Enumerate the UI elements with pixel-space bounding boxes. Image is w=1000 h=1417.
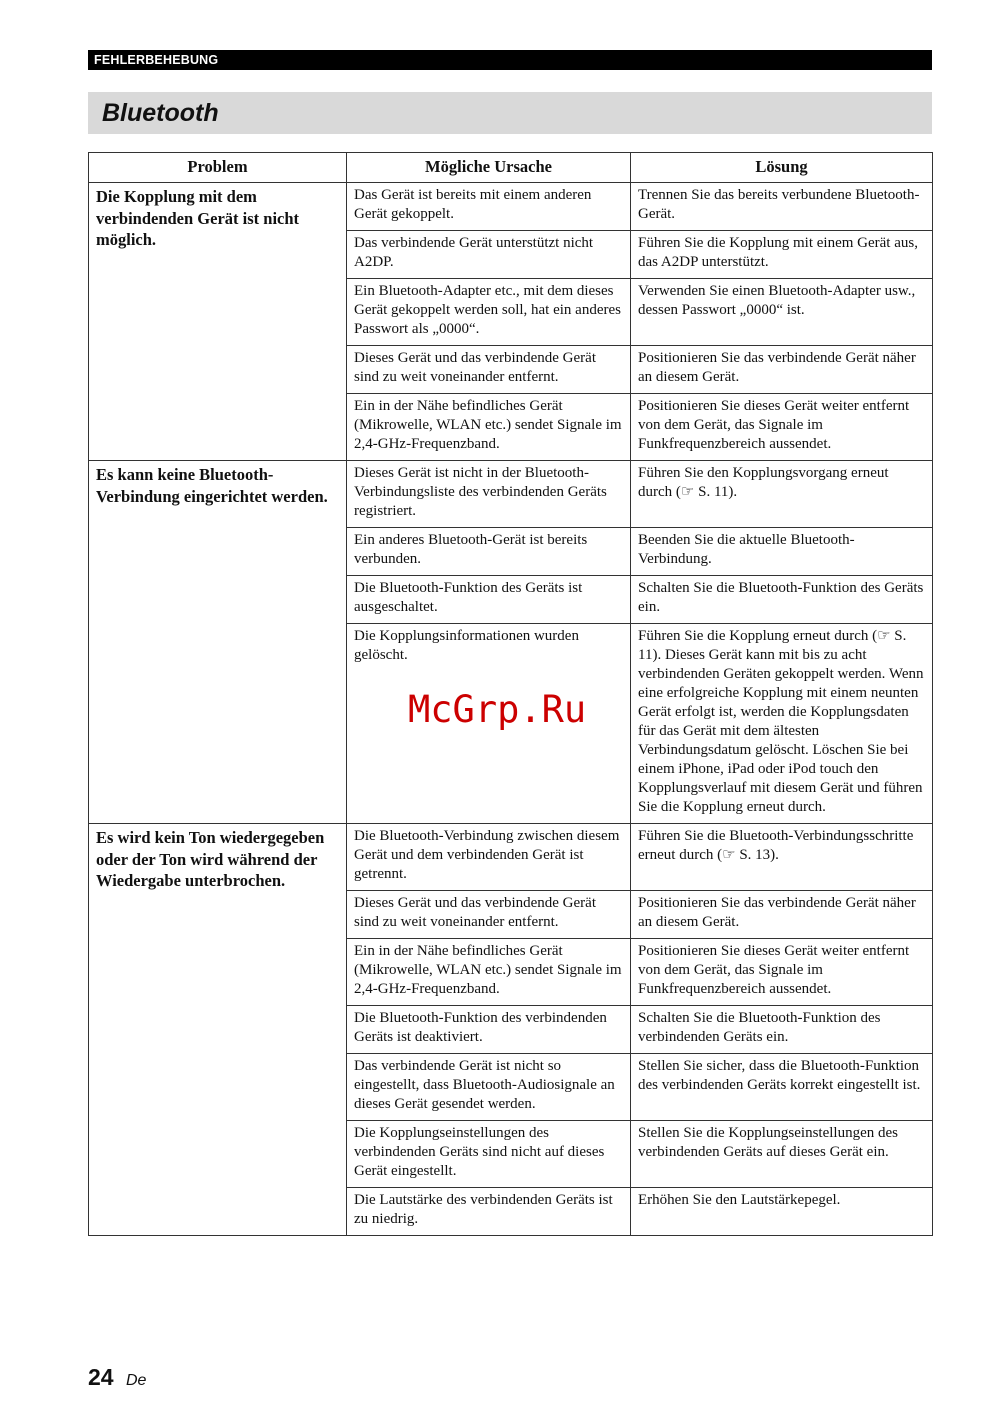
solution-cell: Führen Sie die Bluetooth-Verbindungsschritte erneut durch (☞ S. 13). [631,824,933,891]
solution-cell: Verwenden Sie einen Bluetooth-Adapter usw., dessen Passwort „0000“ ist. [631,279,933,346]
cause-cell: Ein in der Nähe befindliches Gerät (Mikrowelle, WLAN etc.) sendet Signale im 2,4-GHz-Frequenzband. [347,394,631,461]
cause-cell: Ein anderes Bluetooth-Gerät ist bereits verbunden. [347,528,631,576]
page-number: 24 [88,1364,114,1390]
cause-cell: Die Kopplungseinstellungen des verbindenden Geräts sind nicht auf dieses Gerät eingestellt. [347,1121,631,1188]
cause-cell: Die Kopplungsinformationen wurden gelöscht. [347,624,631,824]
solution-cell: Führen Sie den Kopplungsvorgang erneut durch (☞ S. 11). [631,461,933,528]
cause-cell: Das Gerät ist bereits mit einem anderen Gerät gekoppelt. [347,183,631,231]
cause-cell: Die Bluetooth-Funktion des Geräts ist ausgeschaltet. [347,576,631,624]
table-row [89,824,933,891]
cause-cell: Das verbindende Gerät ist nicht so eingestellt, dass Bluetooth-Audiosignale an dieses Gerät gesendet werden. [347,1054,631,1121]
cause-cell: Ein Bluetooth-Adapter etc., mit dem dieses Gerät gekoppelt werden soll, hat ein anderes Passwort als „0000“. [347,279,631,346]
solution-cell: Führen Sie die Kopplung erneut durch (☞ S. 11). Dieses Gerät kann mit bis zu acht verbindenden Geräten gekoppelt werden. Wenn eine erfolgreiche Kopplung mit einem neunten Gerät erfolgt ist, werden die Kopplungsdaten für das Gerät mit dem ältesten Verbindungsdatum gelöscht. Löschen Sie bei einem iPhone, iPad oder iPod touch den Kopplungsverlauf mit diesem Gerät und führen Sie die Kopplung erneut durch. [631,624,933,824]
solution-cell: Positionieren Sie das verbindende Gerät näher an diesem Gerät. [631,346,933,394]
page-title: Bluetooth [88,92,932,134]
solution-cell: Stellen Sie sicher, dass die Bluetooth-Funktion des verbindenden Geräts korrekt eingestellt ist. [631,1054,933,1121]
solution-cell: Positionieren Sie dieses Gerät weiter entfernt von dem Gerät, das Signale im Funkfrequenzbereich aussendet. [631,939,933,1006]
page-language: De [126,1372,147,1389]
table-header-row [89,153,933,183]
table-row [89,461,933,528]
header-cause: Mögliche Ursache [347,153,631,183]
cause-cell: Dieses Gerät und das verbindende Gerät sind zu weit voneinander entfernt. [347,891,631,939]
cause-cell: Die Bluetooth-Verbindung zwischen diesem Gerät und dem verbindenden Gerät ist getrennt. [347,824,631,891]
solution-cell: Stellen Sie die Kopplungseinstellungen des verbindenden Geräts auf dieses Gerät ein. [631,1121,933,1188]
cause-cell: Dieses Gerät ist nicht in der Bluetooth-Verbindungsliste des verbindenden Geräts registriert. [347,461,631,528]
cause-cell: Die Lautstärke des verbindenden Geräts ist zu niedrig. [347,1188,631,1236]
header-solution: Lösung [631,153,933,183]
solution-cell: Führen Sie die Kopplung mit einem Gerät aus, das A2DP unterstützt. [631,231,933,279]
watermark: McGrp.Ru [408,688,587,731]
solution-cell: Erhöhen Sie den Lautstärkepegel. [631,1188,933,1236]
header-problem: Problem [89,153,347,183]
problem-cell: Die Kopplung mit dem verbindenden Gerät ist nicht möglich. [89,183,347,461]
solution-cell: Trennen Sie das bereits verbundene Bluetooth-Gerät. [631,183,933,231]
solution-cell: Schalten Sie die Bluetooth-Funktion des verbindenden Geräts ein. [631,1006,933,1054]
cause-cell: Die Bluetooth-Funktion des verbindenden Geräts ist deaktiviert. [347,1006,631,1054]
problem-cell: Es wird kein Ton wiedergegeben oder der Ton wird während der Wiedergabe unterbrochen. [89,824,347,1236]
table-row [89,183,933,231]
cause-cell: Ein in der Nähe befindliches Gerät (Mikrowelle, WLAN etc.) sendet Signale im 2,4-GHz-Frequenzband. [347,939,631,1006]
section-header: FEHLERBEHEBUNG [88,50,932,70]
solution-cell: Schalten Sie die Bluetooth-Funktion des Geräts ein. [631,576,933,624]
cause-cell: Das verbindende Gerät unterstützt nicht A2DP. [347,231,631,279]
solution-cell: Positionieren Sie dieses Gerät weiter entfernt von dem Gerät, das Signale im Funkfrequenzbereich aussendet. [631,394,933,461]
solution-cell: Positionieren Sie das verbindende Gerät näher an diesem Gerät. [631,891,933,939]
solution-cell: Beenden Sie die aktuelle Bluetooth-Verbindung. [631,528,933,576]
problem-cell: Es kann keine Bluetooth-Verbindung eingerichtet werden. [89,461,347,824]
cause-cell: Dieses Gerät und das verbindende Gerät sind zu weit voneinander entfernt. [347,346,631,394]
